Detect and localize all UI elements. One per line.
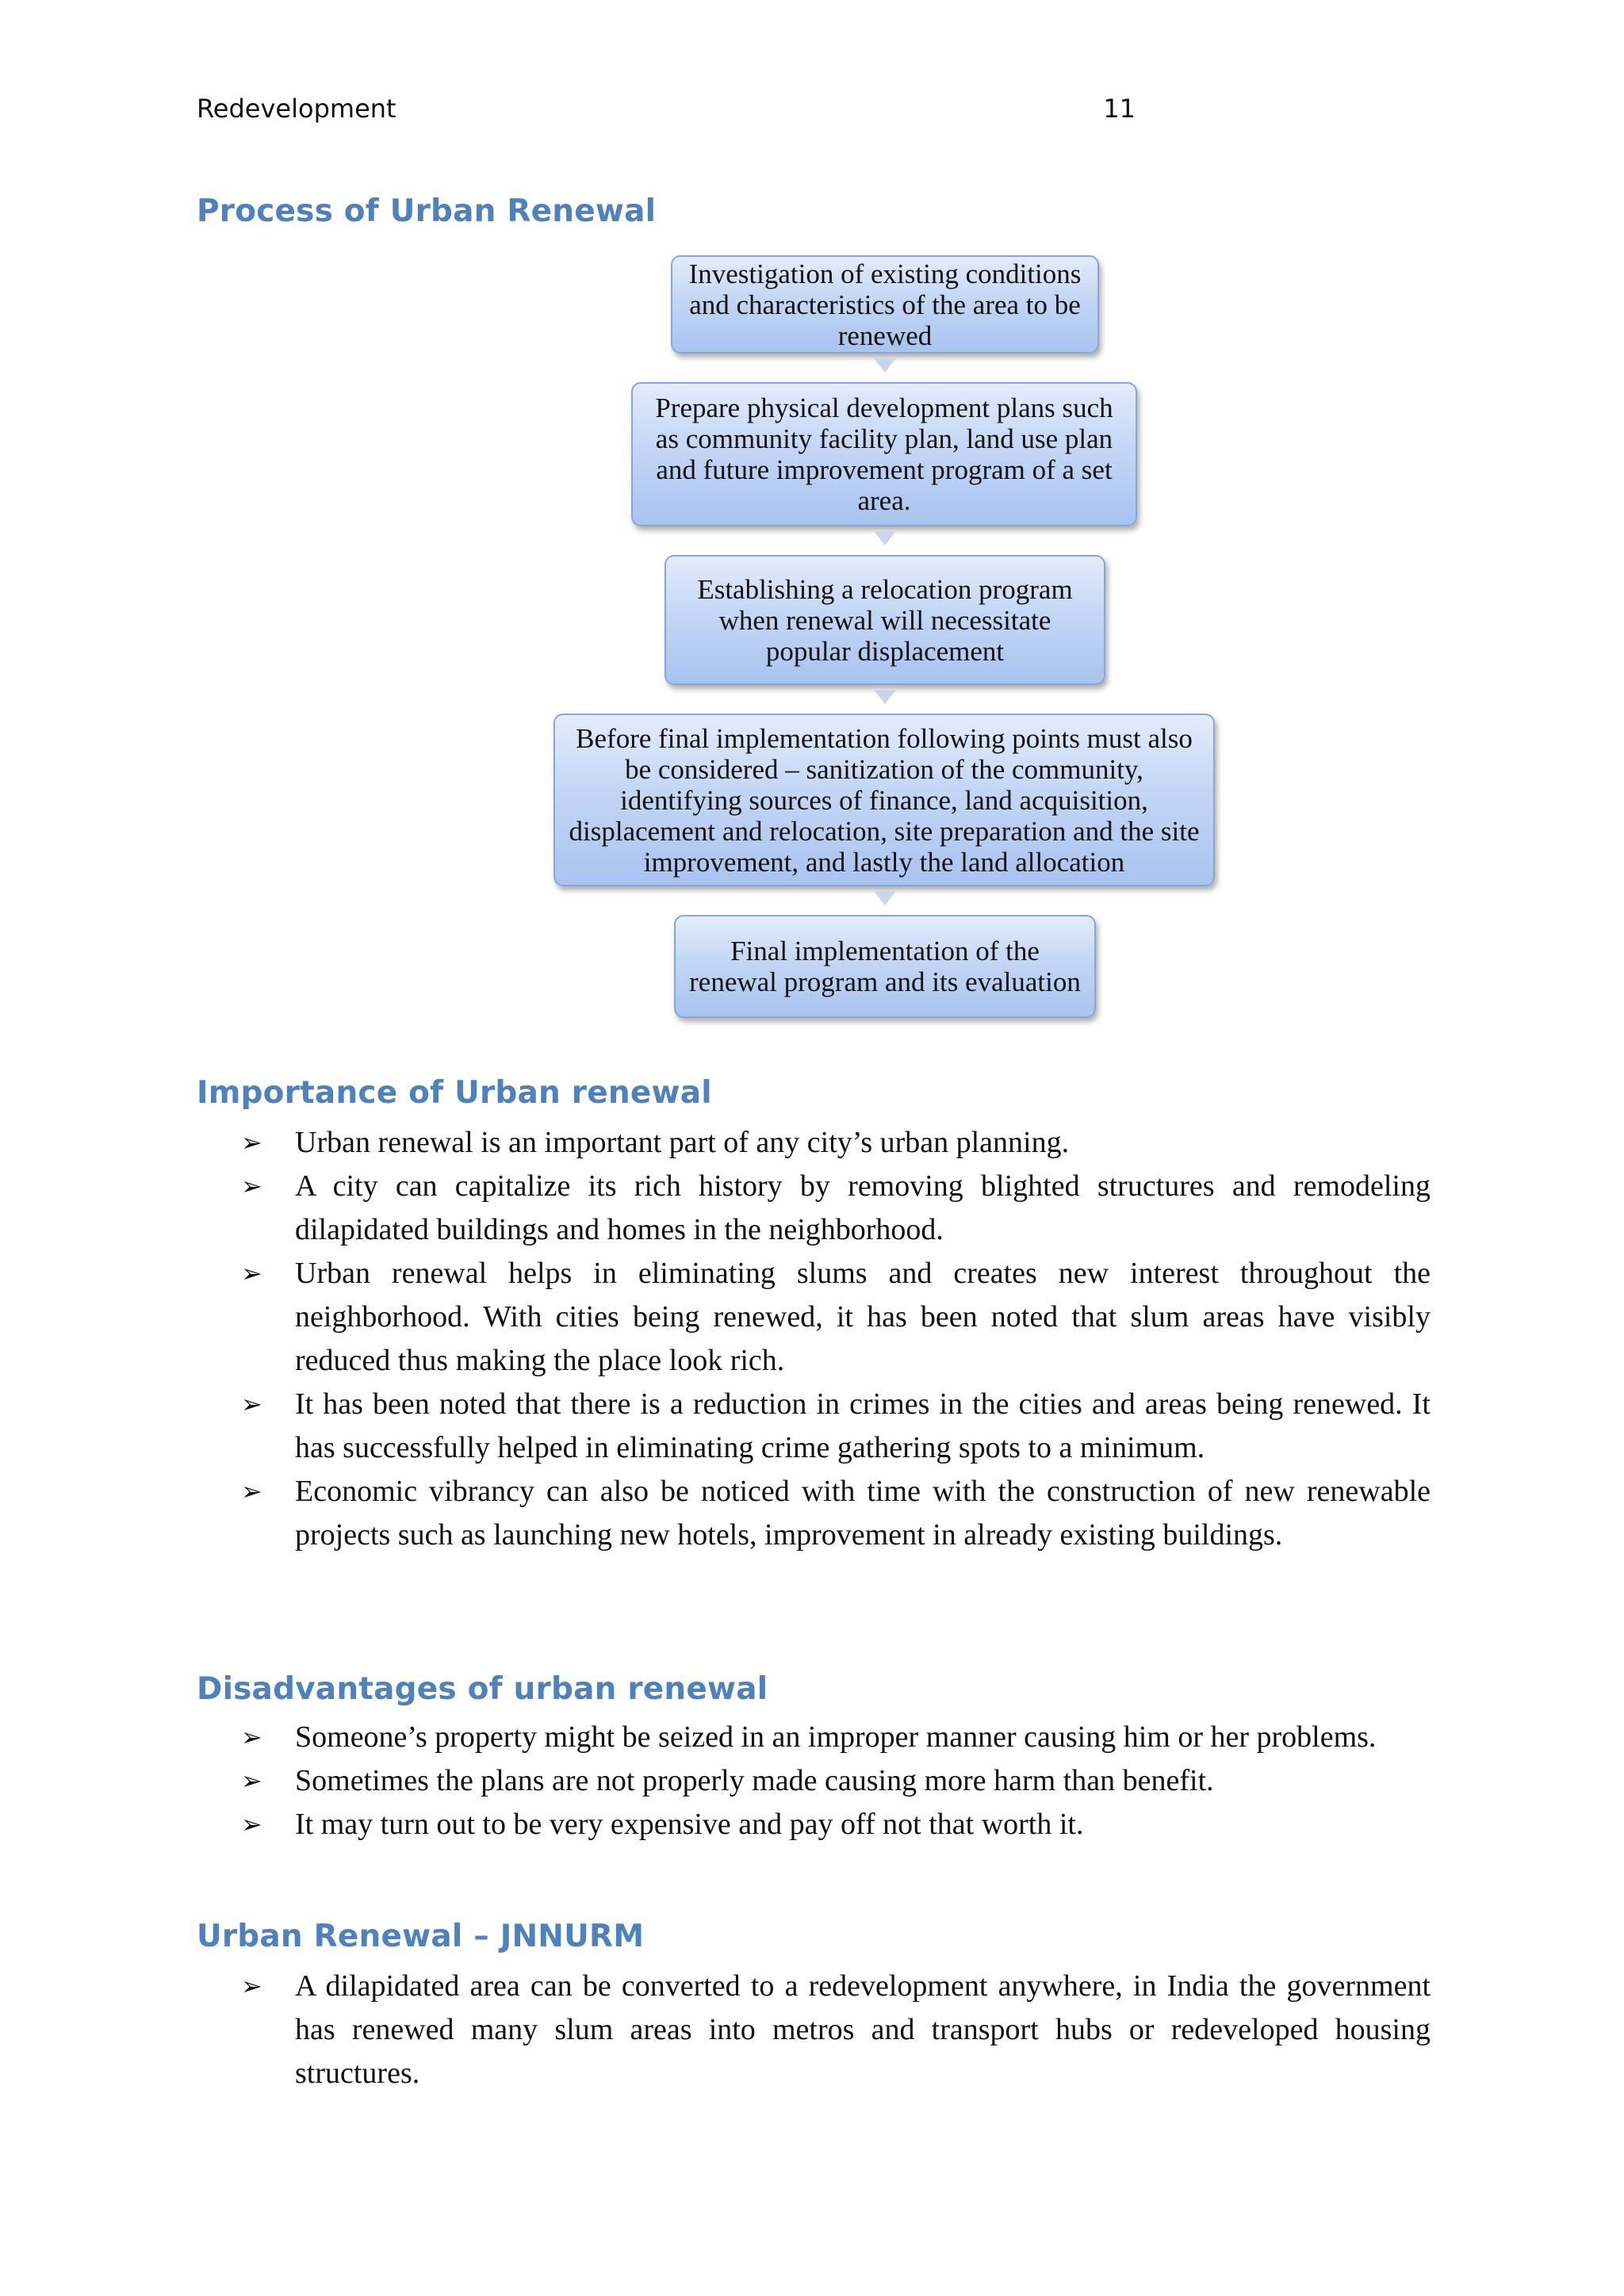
arrow-bullet-icon: ➢ [241, 1809, 262, 1839]
list-item: ➢ Sometimes the plans are not properly made causing more harm than benefit. [235, 1759, 1431, 1803]
running-header [197, 94, 1136, 133]
arrow-bullet-icon: ➢ [241, 1476, 262, 1506]
flow-step-3: Establishing a relocation program when renewal will necessitate popular displacement [665, 555, 1105, 685]
process-heading: Process of Urban Renewal [197, 193, 657, 229]
arrow-bullet-icon: ➢ [241, 1722, 262, 1752]
list-item: ➢ Economic vibrancy can also be noticed with time with the construction of new renewable projects such as launching new hotels, improvement in already existing buildings. [235, 1470, 1431, 1557]
list-item: ➢ A dilapidated area can be converted to a redevelopment anywhere, in India the government has renewed many slum areas into metros and transport hubs or redeveloped housing structures. [235, 1965, 1431, 2095]
flow-arrow-down-icon [874, 690, 896, 704]
flow-arrow-down-icon [874, 891, 896, 905]
jnnurm-list [235, 1965, 1431, 2095]
flow-step-1: Investigation of existing conditions and characteristics of the area to be renewed [671, 255, 1099, 354]
list-item: ➢ Urban renewal helps in eliminating slums and creates new interest throughout the neighborhood. With cities being renewed, it has been noted that slum areas have visibly reduced thus making the place look rich. [235, 1252, 1431, 1383]
arrow-bullet-icon: ➢ [241, 1258, 262, 1288]
list-item: ➢ Urban renewal is an important part of any city’s urban planning. [235, 1121, 1431, 1165]
flow-step-2: Prepare physical development plans such as community facility plan, land use plan and future improvement program of a set area. [631, 382, 1137, 526]
list-item: ➢ Someone’s property might be seized in an improper manner causing him or her problems. [235, 1716, 1431, 1759]
importance-list [235, 1121, 1431, 1557]
disadvantages-heading: Disadvantages of urban renewal [197, 1671, 768, 1707]
arrow-bullet-icon: ➢ [241, 1971, 262, 2001]
list-item: ➢ It has been noted that there is a reduction in crimes in the cities and areas being renewed. It has successfully helped in eliminating crime gathering spots to a minimum. [235, 1383, 1431, 1470]
header-title: Redevelopment [197, 94, 396, 124]
arrow-bullet-icon: ➢ [241, 1766, 262, 1796]
page-number: 11 [1103, 94, 1136, 124]
arrow-bullet-icon: ➢ [241, 1171, 262, 1201]
list-item: ➢ It may turn out to be very expensive and pay off not that worth it. [235, 1803, 1431, 1846]
arrow-bullet-icon: ➢ [241, 1127, 262, 1158]
flow-arrow-down-icon [874, 531, 896, 545]
list-item: ➢ A city can capitalize its rich history by removing blighted structures and remodeling dilapidated buildings and homes in the neighborhood. [235, 1165, 1431, 1252]
flow-arrow-down-icon [874, 358, 896, 373]
importance-heading: Importance of Urban renewal [197, 1075, 712, 1111]
flow-step-4: Before final implementation following points must also be considered – sanitization of the community, identifying sources of finance, land acquisition, displacement and relocation, site preparation and the site improvement, and lastly the land allocation [553, 714, 1215, 886]
arrow-bullet-icon: ➢ [241, 1389, 262, 1419]
flow-step-5: Final implementation of the renewal program and its evaluation [674, 915, 1096, 1018]
jnnurm-heading: Urban Renewal – JNNURM [197, 1919, 645, 1954]
disadvantages-list [235, 1716, 1431, 1846]
